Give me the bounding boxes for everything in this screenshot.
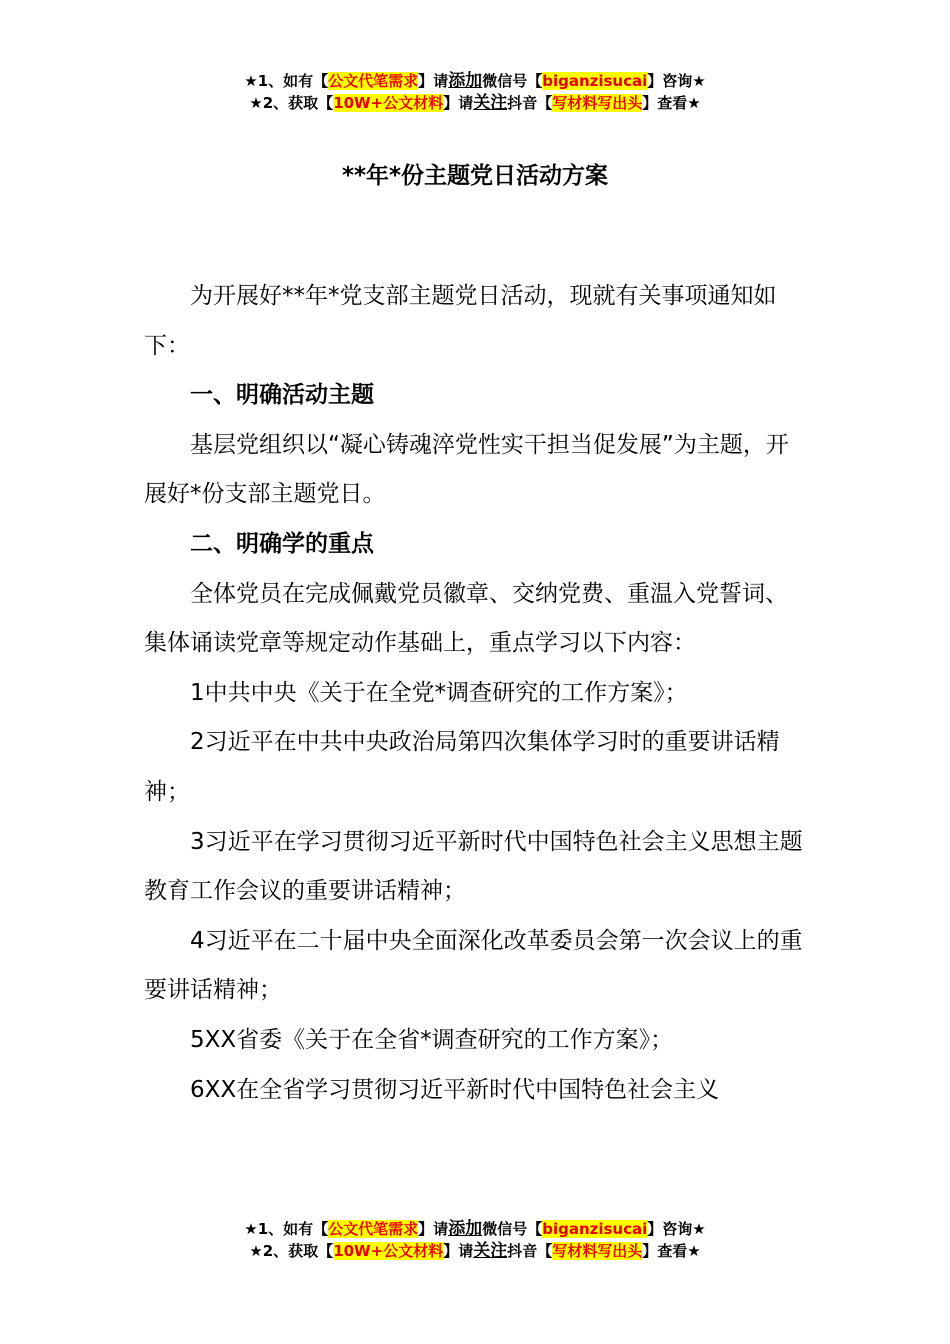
document-title: **年*份主题党日活动方案 xyxy=(341,163,609,189)
section-heading-2: 二、明确学的重点 xyxy=(190,530,374,557)
banner-text: 】请 xyxy=(443,1242,474,1260)
banner-text: ★1、如有【 xyxy=(244,72,329,90)
list-item-5: 5XX省委《关于在全省*调查研究的工作方案》； xyxy=(190,1026,674,1053)
list-item-1: 1中共中央《关于在全党*调查研究的工作方案》； xyxy=(190,679,688,706)
footer-banner xyxy=(0,1218,950,1262)
banner-highlight: 公文代笔需求 xyxy=(328,1220,419,1238)
banner-text: 微信号【 xyxy=(482,72,543,90)
paragraph-study: 全体党员在完成佩戴党员徽章、交纳党费、重温入党誓词、集体诵读党章等规定动作基础上，重点学习以下内容： xyxy=(144,580,788,657)
banner-highlight: biganzisucai xyxy=(542,1220,648,1238)
banner-underline: 关注 xyxy=(473,93,508,113)
banner-text: 】查看★ xyxy=(642,1242,701,1260)
banner-text: 】查看★ xyxy=(642,94,701,112)
document-body xyxy=(144,272,808,1115)
paragraph-intro: 为开展好**年*党支部主题党日活动，现就有关事项通知如下： xyxy=(144,283,777,359)
banner-text: ★2、获取【 xyxy=(249,1242,334,1260)
banner-text: 抖音【 xyxy=(507,94,553,112)
list-item-3: 3习近平在学习贯彻习近平新时代中国特色社会主义思想主题教育工作会议的重要讲话精神； xyxy=(144,828,803,905)
banner-highlight: 10W+公文材料 xyxy=(333,1242,444,1260)
list-item-2: 2习近平在中共中央政治局第四次集体学习时的重要讲话精神； xyxy=(144,729,780,805)
list-item-4: 4习近平在二十届中央全面深化改革委员会第一次会议上的重要讲话精神； xyxy=(144,927,803,1004)
banner-line-2 xyxy=(0,92,950,114)
banner-text: 抖音【 xyxy=(507,1242,553,1260)
banner-underline: 添加 xyxy=(448,1219,483,1239)
banner-text: 】请 xyxy=(418,1220,449,1238)
banner-text: 微信号【 xyxy=(482,1220,543,1238)
banner-text: ★1、如有【 xyxy=(244,1220,329,1238)
banner-line-1 xyxy=(0,70,950,92)
banner-text: 】请 xyxy=(418,72,449,90)
banner-text: 】请 xyxy=(443,94,474,112)
banner-line-2 xyxy=(0,1240,950,1262)
banner-text: ★2、获取【 xyxy=(249,94,334,112)
banner-highlight: 写材料写出头 xyxy=(552,94,643,112)
banner-highlight: 公文代笔需求 xyxy=(328,72,419,90)
banner-underline: 关注 xyxy=(473,1241,508,1261)
section-heading-1: 一、明确活动主题 xyxy=(190,382,374,409)
banner-line-1 xyxy=(0,1218,950,1240)
list-item-6: 6XX在全省学习贯彻习近平新时代中国特色社会主义 xyxy=(190,1076,720,1103)
banner-text: 】咨询★ xyxy=(647,1220,706,1238)
header-banner xyxy=(0,70,950,114)
banner-highlight: 10W+公文材料 xyxy=(333,94,444,112)
banner-underline: 添加 xyxy=(448,71,483,91)
banner-text: 】咨询★ xyxy=(647,72,706,90)
banner-highlight: biganzisucai xyxy=(542,72,648,90)
paragraph-theme: 基层党组织以“凝心铸魂淬党性实干担当促发展”为主题，开展好*份支部主题党日。 xyxy=(144,431,789,508)
banner-highlight: 写材料写出头 xyxy=(552,1242,643,1260)
